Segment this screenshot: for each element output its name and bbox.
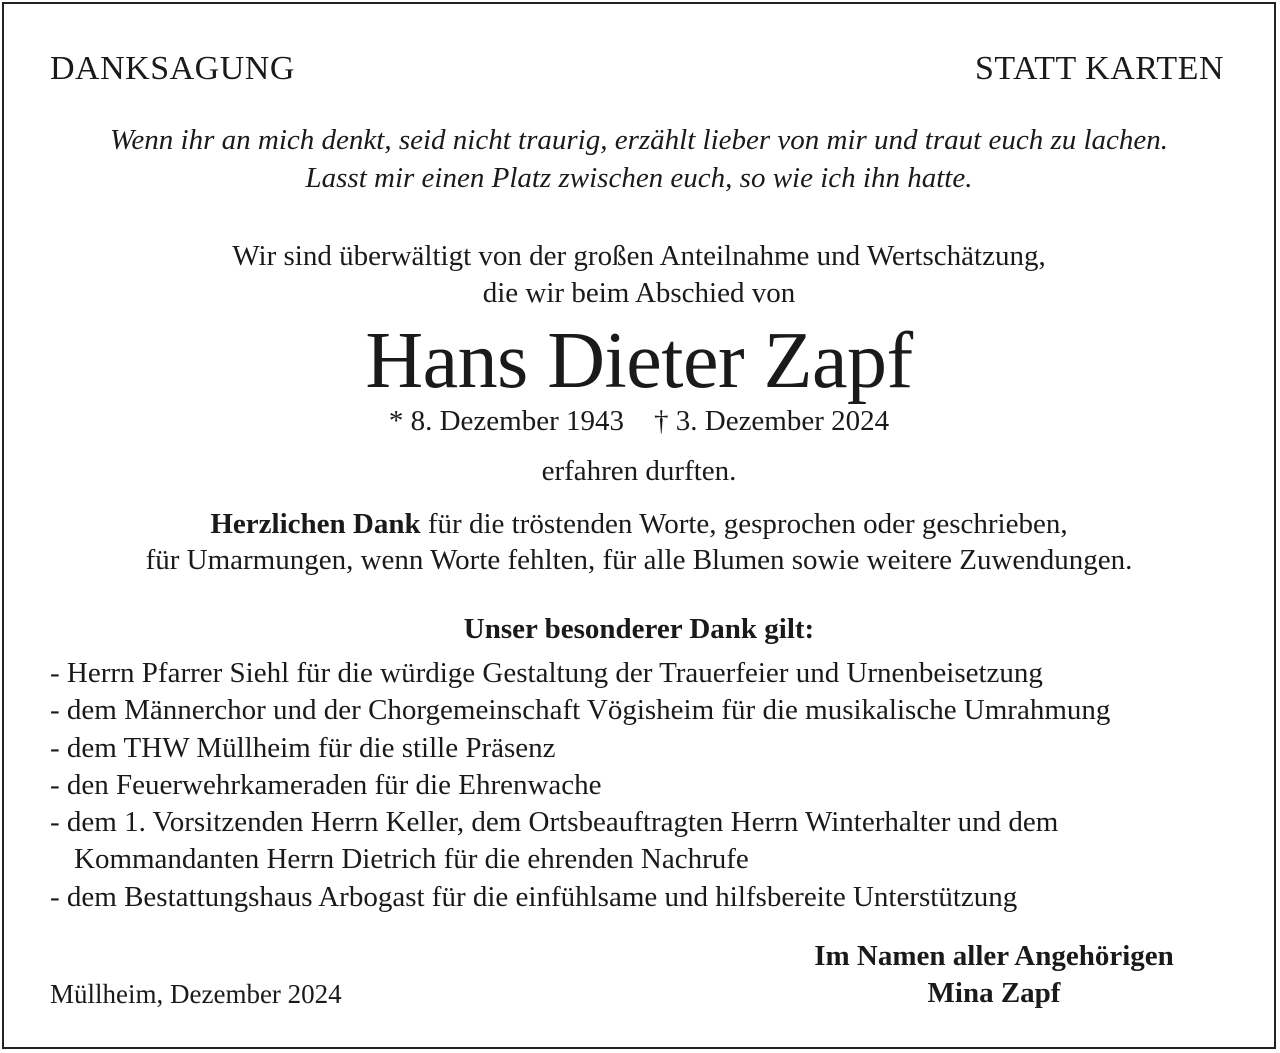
life-dates [4, 403, 1274, 439]
quote-line-1: Wenn ihr an mich denkt, seid nicht traurig, erzählt lieber von mir und traut euch zu lachen. [109, 124, 1169, 156]
list-item: - dem Männerchor und der Chorgemeinschaft Vögisheim für die musikalische Umrahmung [50, 694, 1111, 727]
list-item-continuation: Kommandanten Herrn Dietrich für die ehrenden Nachrufe [74, 843, 749, 876]
signature-block [784, 938, 1204, 1012]
obituary-card [2, 2, 1276, 1049]
signature-line-1: Im Namen aller Angehörigen [814, 940, 1174, 972]
learned-line: erfahren durften. [541, 455, 737, 487]
death-date: † 3. Dezember 2024 [654, 405, 890, 437]
quote-line-2: Lasst mir einen Platz zwischen euch, so wie ich ihn hatte. [305, 162, 973, 194]
special-thanks-list [50, 655, 1110, 916]
thanks-line-1-rest: für die tröstenden Worte, gesprochen oder geschrieben, [420, 508, 1068, 540]
header-statt-karten: STATT KARTEN [975, 50, 1224, 87]
list-item-line-1: - dem 1. Vorsitzenden Herrn Keller, dem Ortsbeauftragten Herrn Winterhalter und dem [50, 806, 1059, 839]
list-item: - Herrn Pfarrer Siehl für die würdige Gestaltung der Trauerfeier und Urnenbeisetzung [50, 657, 1043, 689]
intro-line-1: Wir sind überwältigt von der großen Anteilnahme und Wertschätzung, [232, 240, 1046, 272]
header-danksagung: DANKSAGUNG [50, 50, 295, 87]
thanks-bold: Herzlichen Dank [210, 508, 421, 540]
list-item: - den Feuerwehrkameraden für die Ehrenwache [50, 768, 602, 801]
list-item: - dem Bestattungshaus Arbogast für die einfühlsame und hilfsbereite Unterstützung [50, 880, 1018, 913]
signature-name: Mina Zapf [927, 977, 1061, 1009]
special-thanks-heading: Unser besonderer Dank gilt: [463, 613, 815, 645]
deceased-name: Hans Dieter Zapf [365, 317, 913, 405]
list-item: - dem THW Müllheim für die stille Präsenz [50, 731, 556, 764]
thanks-line-1 [4, 506, 1274, 542]
thanks-line-2: für Umarmungen, wenn Worte fehlten, für alle Blumen sowie weitere Zuwendungen. [145, 544, 1133, 576]
place-date: Müllheim, Dezember 2024 [50, 979, 342, 1009]
intro-line-2: die wir beim Abschied von [482, 277, 796, 309]
list-item [50, 804, 1110, 879]
birth-date: * 8. Dezember 1943 [388, 405, 624, 437]
